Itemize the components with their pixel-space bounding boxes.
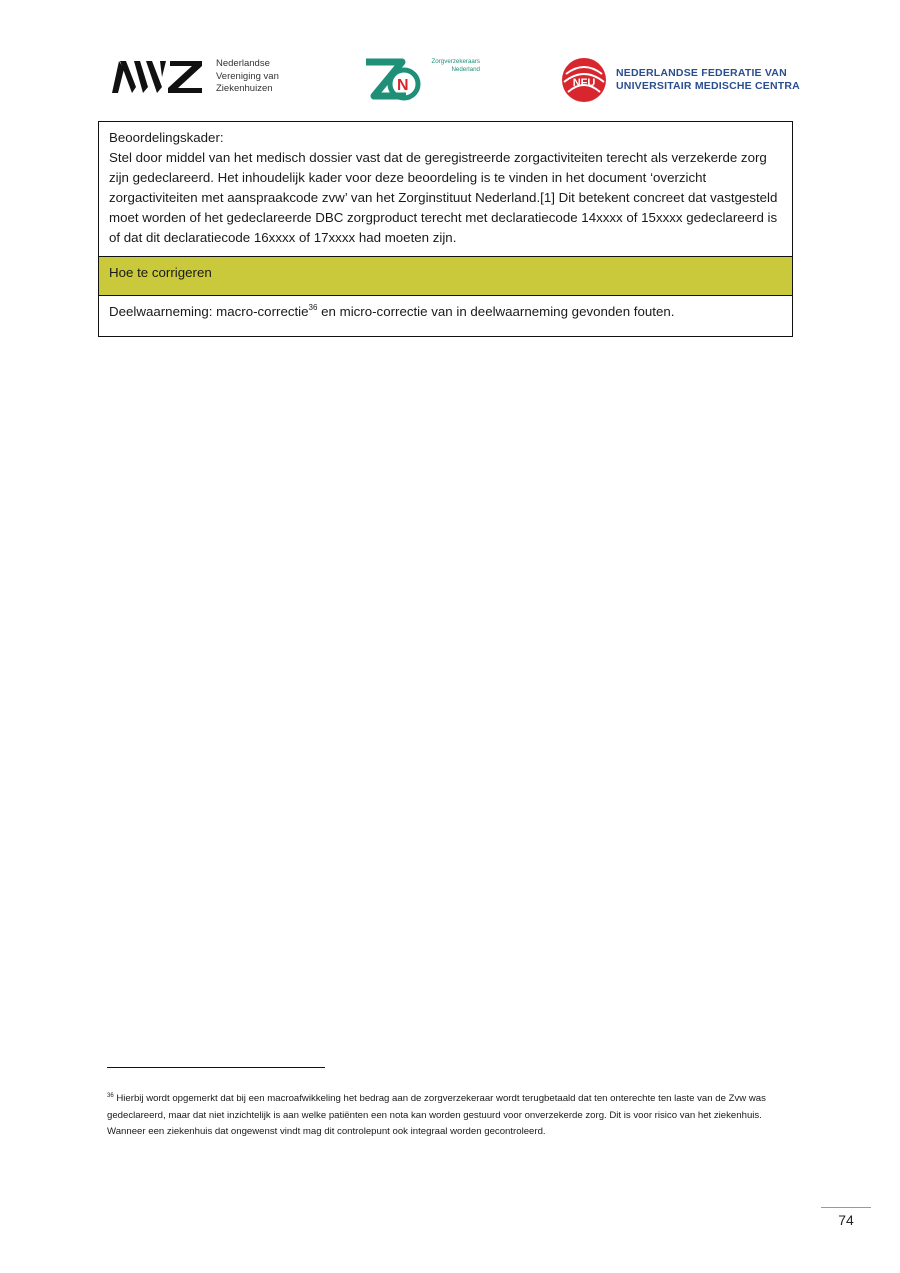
footnote-separator bbox=[107, 1067, 325, 1068]
partial-observation-row bbox=[99, 295, 792, 336]
nvz-logo-mark bbox=[110, 59, 204, 95]
nvz-logo bbox=[110, 58, 279, 96]
zn-line-2: Nederland bbox=[451, 65, 480, 73]
svg-text:N: N bbox=[397, 77, 409, 94]
footnote-reference[interactable]: 36 bbox=[308, 303, 318, 312]
nfu-line-1: NEDERLANDSE FEDERATIE VAN bbox=[616, 67, 787, 79]
nfu-line-2: UNIVERSITAIR MEDISCHE CENTRA bbox=[616, 80, 800, 92]
page-number-rule bbox=[821, 1207, 871, 1208]
nfu-badge-text: NFU bbox=[572, 77, 596, 89]
how-to-correct-heading-row bbox=[99, 256, 792, 295]
nvz-line-3: Ziekenhuizen bbox=[216, 83, 273, 94]
zn-line-1: Zorgverzekeraars bbox=[431, 58, 480, 65]
assessment-framework-title: Beoordelingskader: bbox=[109, 130, 224, 145]
nfu-logo bbox=[560, 56, 800, 104]
assessment-table bbox=[98, 121, 793, 337]
nvz-name bbox=[216, 58, 279, 96]
nfu-name bbox=[616, 67, 800, 93]
footnote-text: Hierbij wordt opgemerkt dat bij een macroafwikkeling het bedrag aan de zorgverzekeraar wordt terugbetaald dat ten onterechte ten laste van de Zvw was gedeclareerd, maar dat niet inzichtelijk is aan welke patiënten een nota kan worden gestuurd voor onverzekerde zorg. Dit is voor risico van het ziekenhuis. Wanneer een ziekenhuis dat ongewenst vindt mag dit controlepunt ook integraal worden gecontroleerd. bbox=[107, 1093, 766, 1137]
nfu-logo-mark bbox=[560, 56, 608, 104]
nvz-line-2: Vereniging van bbox=[216, 70, 279, 82]
assessment-framework-text: Stel door middel van het medisch dossier vast dat de geregistreerde zorgactiviteiten terecht als verzekerde zorg zijn gedeclareerd. Het inhoudelijk kader voor deze beoordeling is te vinden in het document ‘overzicht zorgactiviteiten met aanspraakcode zvw’ van het Zorginstituut Nederland.[1] Dit betekent concreet dat vastgesteld moet worden of het gedeclareerde DBC zorgproduct terecht met declaratiecode 14xxxx of 15xxxx gedeclareerd is of dat dit declaratiecode 16xxxx of 17xxxx had moeten zijn. bbox=[109, 150, 778, 245]
partial-observation-text-end: en micro-correctie van in deelwaarneming gevonden fouten. bbox=[317, 304, 675, 319]
zn-logo-mark bbox=[362, 56, 426, 104]
nvz-line-1: Nederlandse bbox=[216, 58, 270, 69]
footnote-number: 36 bbox=[107, 1093, 114, 1099]
page-number: 74 bbox=[838, 1212, 854, 1228]
partial-observation-text-start: Deelwaarneming: macro-correctie bbox=[109, 304, 309, 319]
footnote bbox=[107, 1091, 787, 1141]
how-to-correct-heading: Hoe te corrigeren bbox=[109, 265, 212, 280]
zn-logo bbox=[362, 56, 480, 104]
assessment-framework-row bbox=[99, 122, 792, 256]
zn-name bbox=[420, 58, 480, 73]
